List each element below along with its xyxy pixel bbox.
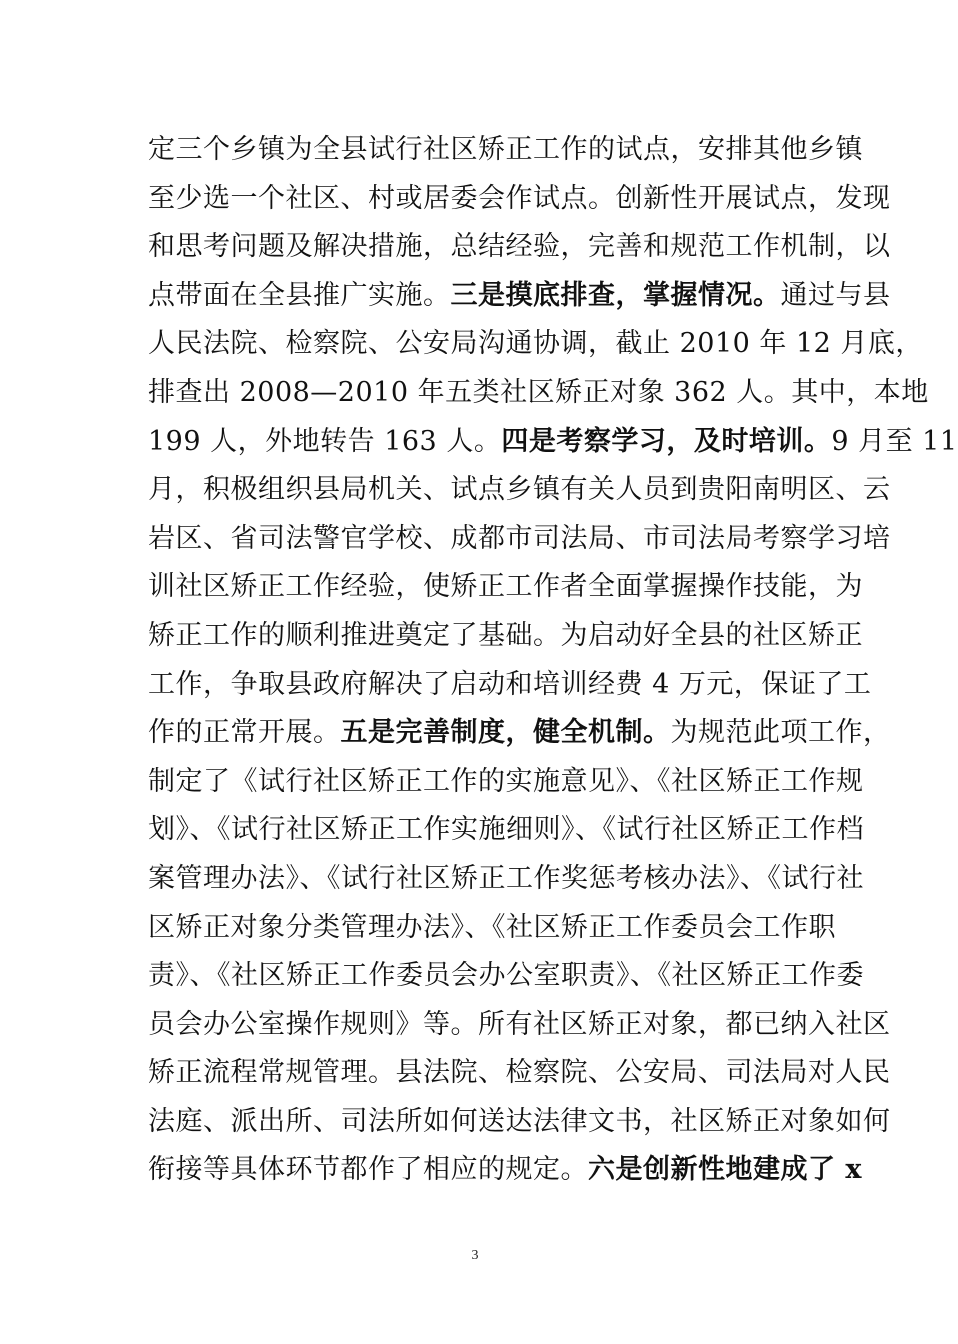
text-segment: 和思考问题及解决措施，总结经验，完善和规范工作机制，以 — [148, 231, 891, 263]
text-segment: 制定了《试行社区矫正工作的实施意见》、《社区矫正工作规 — [148, 765, 864, 797]
text-line — [148, 612, 863, 661]
text-segment: 作的正常开展。 — [148, 717, 341, 749]
bold-heading-segment: 六是创新性地建成了 x — [588, 1154, 862, 1186]
text-line — [148, 1098, 891, 1147]
text-line — [148, 904, 836, 953]
text-line — [148, 272, 891, 321]
text-line — [148, 758, 864, 807]
text-line — [148, 1001, 891, 1050]
text-segment: 划》、《试行社区矫正工作实施细则》、《试行社区矫正工作档 — [148, 814, 864, 846]
text-line — [148, 563, 863, 612]
text-line — [148, 661, 872, 710]
text-segment: 案管理办法》、《试行社区矫正工作奖惩考核办法》、《试行社 — [148, 862, 864, 894]
text-line — [148, 806, 864, 855]
text-line — [148, 175, 891, 224]
text-segment: 排查出 2008—2010 年五类社区矫正对象 362 人。其中，本地 — [148, 376, 929, 408]
text-segment: 法庭、派出所、司法所如何送达法律文书，社区矫正对象如何 — [148, 1105, 891, 1137]
text-line — [148, 320, 923, 369]
bold-heading-segment: 四是考察学习，及时培训。 — [501, 425, 832, 457]
text-segment: 至少选一个社区、村或居委会作试点。创新性开展试点，发现 — [148, 182, 891, 214]
text-segment: 衔接等具体环节都作了相应的规定。 — [148, 1154, 588, 1186]
text-line — [148, 515, 891, 564]
text-line — [148, 466, 891, 515]
text-line — [148, 1049, 891, 1098]
page-number: 3 — [471, 1248, 479, 1263]
text-segment: 月，积极组织县局机关、试点乡镇有关人员到贵阳南明区、云 — [148, 474, 891, 506]
text-segment: 区矫正对象分类管理办法》、《社区矫正工作委员会工作职 — [148, 911, 836, 943]
bold-heading-segment: 五是完善制度，健全机制。 — [340, 717, 671, 749]
text-segment: 9 月至 11 — [831, 425, 958, 457]
text-line — [148, 126, 863, 175]
text-line — [148, 418, 958, 467]
text-segment: 人民法院、检察院、公安局沟通协调，截止 2010 年 12 月底， — [148, 328, 923, 360]
text-line — [148, 855, 864, 904]
text-line — [148, 952, 864, 1001]
body-paragraph — [148, 126, 958, 1195]
text-segment: 点带面在全县推广实施。 — [148, 279, 451, 311]
text-segment: 199 人，外地转告 163 人。 — [148, 425, 502, 457]
text-line — [148, 223, 891, 272]
text-segment: 岩区、省司法警官学校、成都市司法局、市司法局考察学习培 — [148, 522, 891, 554]
text-line — [148, 1146, 862, 1195]
text-line — [148, 369, 929, 418]
text-segment: 训社区矫正工作经验，使矫正工作者全面掌握操作技能，为 — [148, 571, 863, 603]
text-line — [148, 709, 891, 758]
text-segment: 定三个乡镇为全县试行社区矫正工作的试点，安排其他乡镇 — [148, 134, 863, 165]
text-segment: 员会办公室操作规则》等。所有社区矫正对象，都已纳入社区 — [148, 1008, 891, 1040]
text-segment: 责》、《社区矫正工作委员会办公室职责》、《社区矫正工作委 — [148, 960, 864, 992]
text-segment: 为规范此项工作， — [670, 717, 891, 749]
text-segment: 矫正工作的顺利推进奠定了基础。为启动好全县的社区矫正 — [148, 619, 863, 651]
bold-heading-segment: 三是摸底排查，掌握情况。 — [450, 279, 781, 311]
text-segment: 矫正流程常规管理。县法院、检察院、公安局、司法局对人民 — [148, 1057, 891, 1089]
text-segment: 通过与县 — [780, 279, 891, 311]
text-segment: 工作，争取县政府解决了启动和培训经费 4 万元，保证了工 — [148, 668, 872, 700]
